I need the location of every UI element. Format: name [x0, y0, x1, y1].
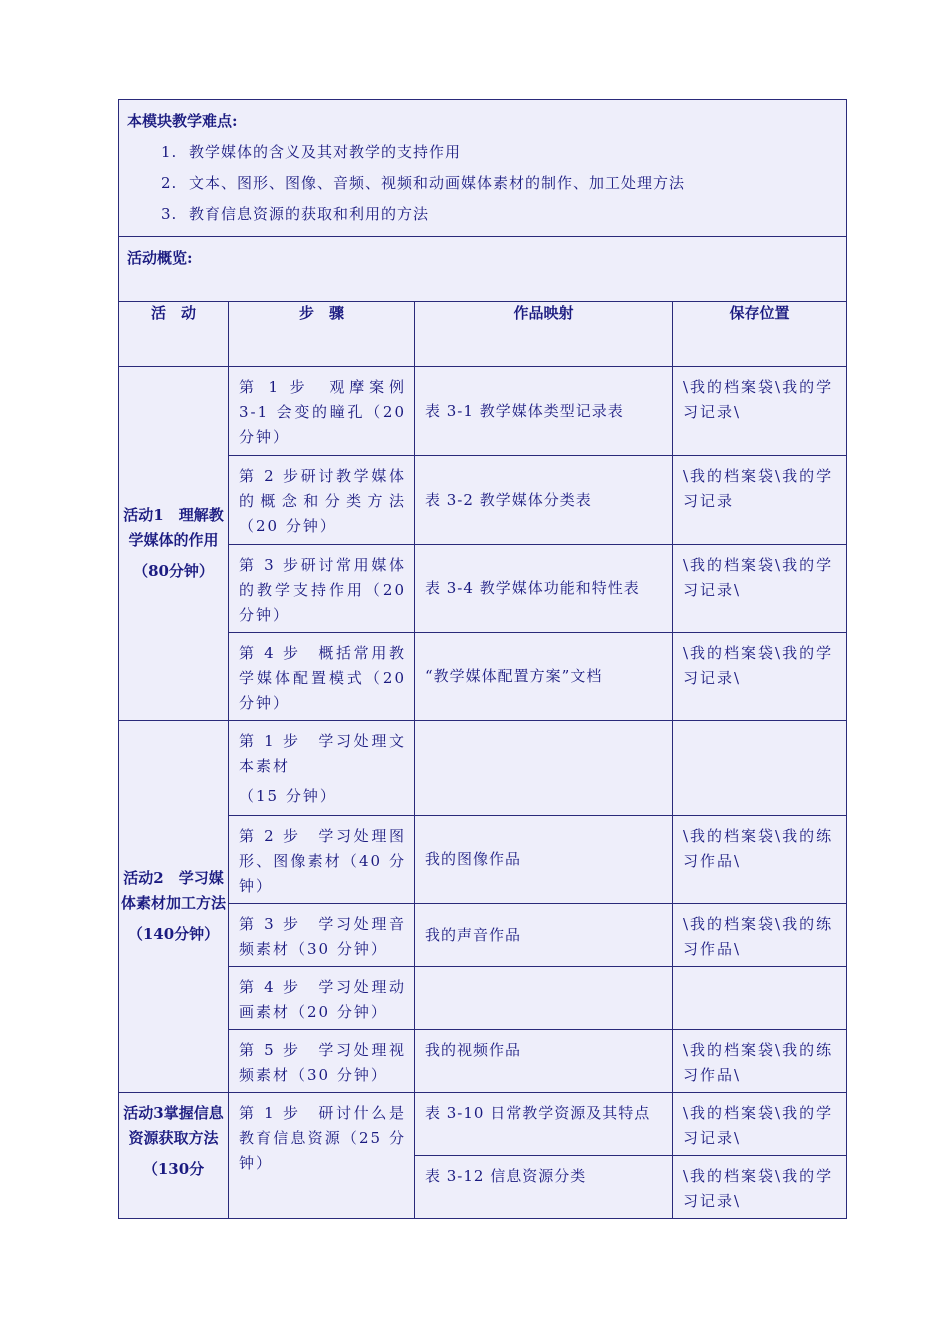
step-cell: 第 2 步研讨教学媒体的概念和分类方法（20 分钟）	[229, 456, 415, 545]
location-cell: \我的档案袋\我的学习记录\	[673, 1093, 847, 1156]
product-cell: 表 3-2 教学媒体分类表	[415, 456, 673, 545]
overview-title: 活动概览:	[127, 249, 193, 267]
step-cell: 第 5 步 学习处理视频素材（30 分钟）	[229, 1030, 415, 1093]
activity2-cell	[119, 721, 229, 1093]
activity3-duration: （130分	[142, 1160, 205, 1178]
location-cell: \我的档案袋\我的学习记录\	[673, 367, 847, 456]
step-text: 第 1 步 学习处理文本素材	[239, 732, 406, 775]
product-cell: 表 3-1 教学媒体类型记录表	[415, 367, 673, 456]
difficulty-item	[119, 199, 846, 230]
header-row	[119, 302, 847, 367]
table-row	[119, 367, 847, 456]
activity1-duration: （80分钟）	[133, 562, 214, 580]
product-cell	[415, 967, 673, 1030]
step-cell: 第 2 步 学习处理图形、图像素材（40 分钟）	[229, 816, 415, 904]
product-cell	[415, 721, 673, 816]
table-row	[119, 721, 847, 816]
overview-cell	[119, 237, 847, 302]
location-cell: \我的档案袋\我的学习记录\	[673, 1156, 847, 1219]
table-row	[119, 816, 847, 904]
product-cell: 表 3-10 日常教学资源及其特点	[415, 1093, 673, 1156]
product-cell: 表 3-4 教学媒体功能和特性表	[415, 545, 673, 633]
product-cell: 表 3-12 信息资源分类	[415, 1156, 673, 1219]
step-cell: 第 1 步 观摩案例 3-1 会变的瞳孔（20 分钟）	[229, 367, 415, 456]
step-cell	[229, 721, 415, 816]
difficulty-row	[119, 100, 847, 237]
location-cell: \我的档案袋\我的练习作品\	[673, 1030, 847, 1093]
location-cell: \我的档案袋\我的练习作品\	[673, 904, 847, 967]
difficulty-cell	[119, 100, 847, 237]
item-number: 2.	[161, 174, 178, 192]
overview-row	[119, 237, 847, 302]
table-row	[119, 1030, 847, 1093]
step-cell: 第 4 步 学习处理动画素材（20 分钟）	[229, 967, 415, 1030]
table-row	[119, 545, 847, 633]
activity2-label: 活动2 学习媒体素材加工方法	[120, 869, 226, 912]
item-number: 1.	[161, 143, 178, 161]
step-cell: 第 1 步 研讨什么是教育信息资源（25 分钟）	[229, 1093, 415, 1219]
product-cell: “教学媒体配置方案”文档	[415, 633, 673, 721]
header-activity: 活 动	[119, 302, 229, 367]
item-text: 教育信息资源的获取和利用的方法	[189, 205, 430, 223]
activity2-duration: （140分钟）	[127, 925, 220, 943]
table-row	[119, 1093, 847, 1156]
location-cell: \我的档案袋\我的学习记录\	[673, 633, 847, 721]
item-text: 教学媒体的含义及其对教学的支持作用	[189, 143, 462, 161]
location-cell	[673, 721, 847, 816]
header-steps: 步 骤	[229, 302, 415, 367]
header-location: 保存位置	[673, 302, 847, 367]
item-text: 文本、图形、图像、音频、视频和动画媒体素材的制作、加工处理方法	[189, 174, 686, 192]
table-row	[119, 456, 847, 545]
activity1-cell	[119, 367, 229, 721]
difficulty-list	[119, 137, 846, 230]
location-cell: \我的档案袋\我的练习作品\	[673, 816, 847, 904]
activity3-label: 活动3掌握信息资源获取方法	[123, 1104, 224, 1147]
difficulty-item	[119, 137, 846, 168]
product-cell: 我的视频作品	[415, 1030, 673, 1093]
table-row	[119, 967, 847, 1030]
table-row	[119, 633, 847, 721]
item-number: 3.	[161, 205, 178, 223]
header-product: 作品映射	[415, 302, 673, 367]
step-cell: 第 3 步研讨常用媒体的教学支持作用（20 分钟）	[229, 545, 415, 633]
activity1-label: 活动1 理解教学媒体的作用	[123, 506, 224, 549]
step-duration: （15 分钟）	[239, 787, 337, 805]
product-cell: 我的图像作品	[415, 816, 673, 904]
step-cell: 第 4 步 概括常用教学媒体配置模式（20 分钟）	[229, 633, 415, 721]
location-cell	[673, 967, 847, 1030]
location-cell: \我的档案袋\我的学习记录	[673, 456, 847, 545]
step-cell: 第 3 步 学习处理音频素材（30 分钟）	[229, 904, 415, 967]
difficulty-item	[119, 168, 846, 199]
activity3-cell	[119, 1093, 229, 1219]
difficulty-title: 本模块教学难点:	[127, 112, 238, 130]
product-cell: 我的声音作品	[415, 904, 673, 967]
module-table	[118, 99, 847, 1219]
table-row	[119, 904, 847, 967]
location-cell: \我的档案袋\我的学习记录\	[673, 545, 847, 633]
